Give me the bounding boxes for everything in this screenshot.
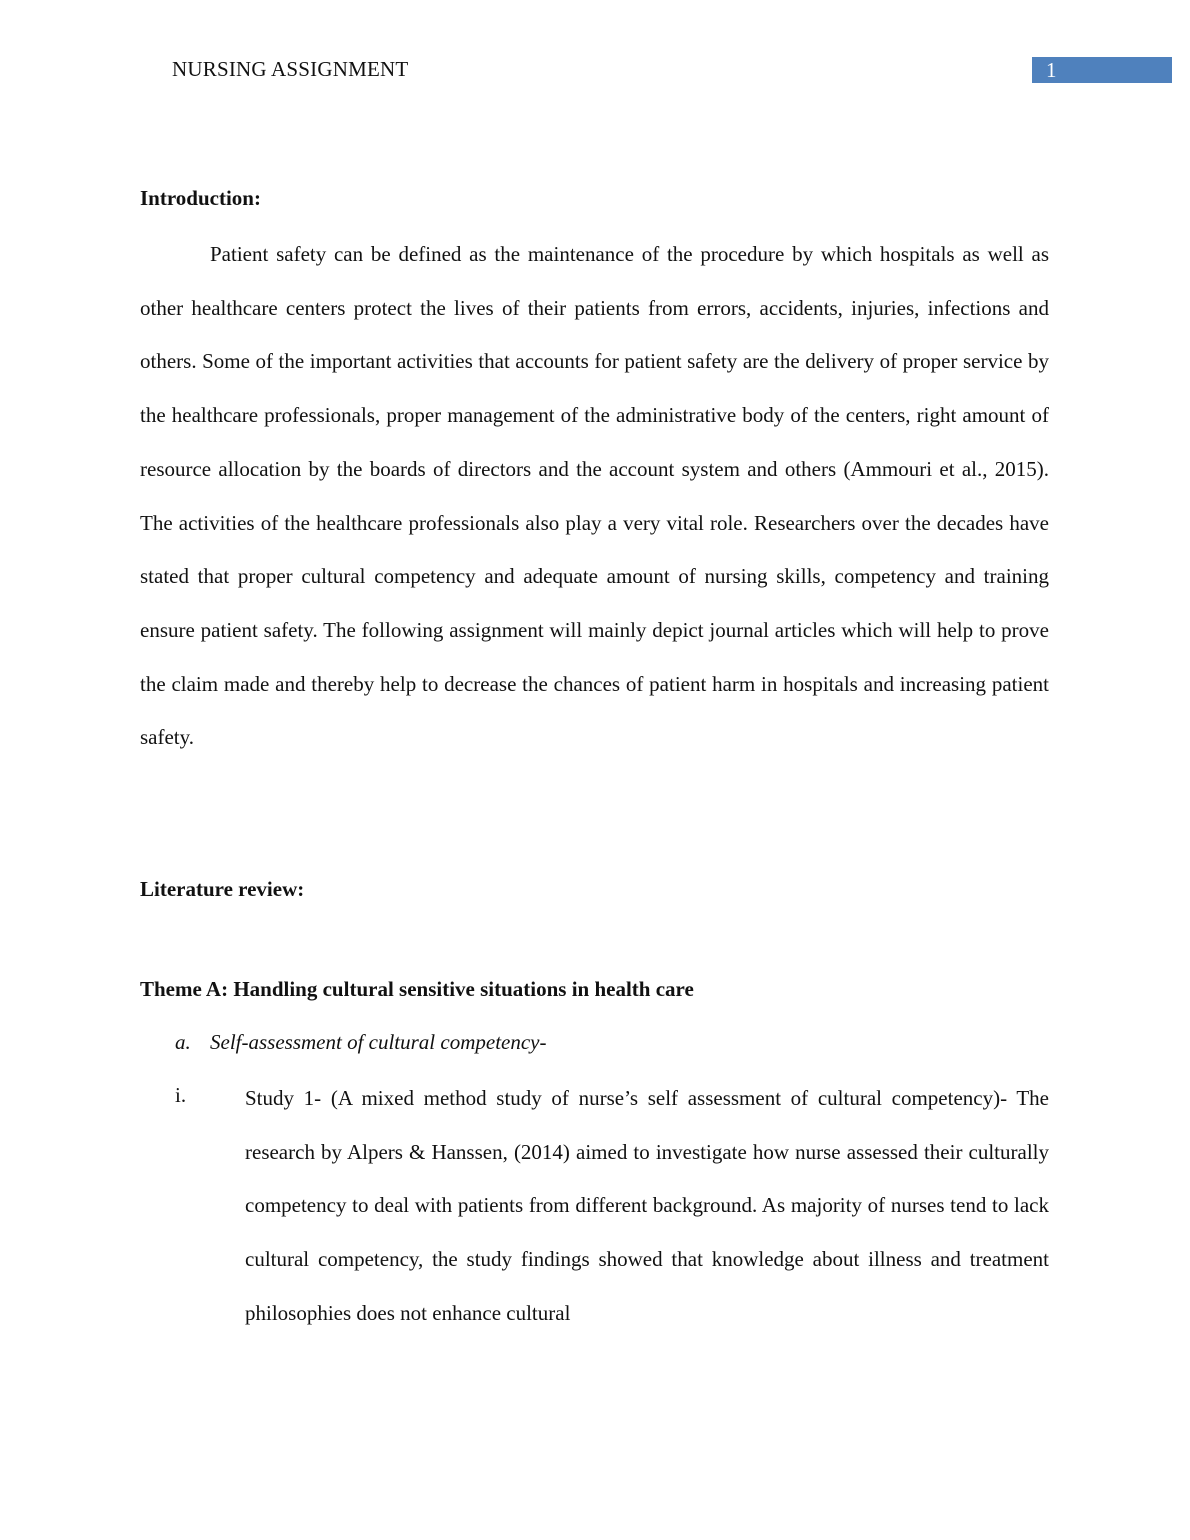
introduction-heading: Introduction: bbox=[140, 186, 261, 210]
sub-item-self-assessment bbox=[175, 1030, 547, 1055]
study-1-text: Study 1- (A mixed method study of nurse’s self assessment of cultural competency)- The research by Alpers & Hanssen, (2014) aimed to investigate how nurse assessed their culturally competency to deal with patients from different background. As majority of nurses tend to lack cultural competency, the study findings showed that knowledge about illness and treatment philosophies does not enhance cultural bbox=[245, 1086, 1049, 1325]
sub-item-label: Self-assessment of cultural competency- bbox=[210, 1030, 547, 1054]
page-number-box bbox=[1032, 57, 1172, 83]
theme-a-heading: Theme A: Handling cultural sensitive situations in health care bbox=[140, 977, 694, 1001]
header-title: NURSING ASSIGNMENT bbox=[172, 57, 409, 81]
study-marker: i. bbox=[175, 1083, 187, 1107]
literature-review-heading: Literature review: bbox=[140, 877, 305, 901]
sub-item-marker: a. bbox=[175, 1030, 191, 1054]
introduction-paragraph: Patient safety can be defined as the maintenance of the procedure by which hospitals as well as other healthcare centers protect the lives of their patients from errors, accidents, injuries, infections and others. Some of the important activities that accounts for patient safety are the delivery of proper service by the healthcare professionals, proper management of the administrative body of the centers, right amount of resource allocation by the boards of directors and the account system and others (Ammouri et al., 2015). The activities of the healthcare professionals also play a very vital role. Researchers over the decades have stated that proper cultural competency and adequate amount of nursing skills, competency and training ensure patient safety. The following assignment will mainly depict journal articles which will help to prove the claim made and thereby help to decrease the chances of patient harm in hospitals and increasing patient safety. bbox=[140, 242, 1049, 750]
page-number: 1 bbox=[1046, 58, 1057, 82]
